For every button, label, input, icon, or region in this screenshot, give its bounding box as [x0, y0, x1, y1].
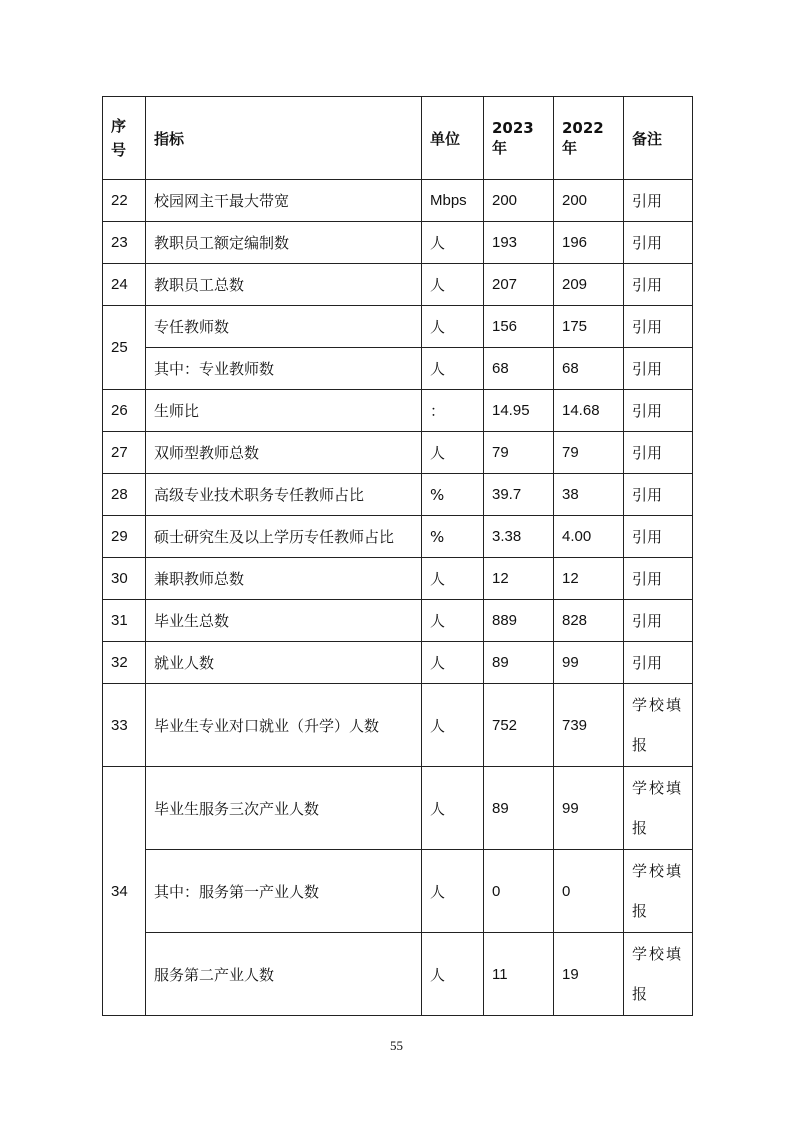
table-row — [103, 933, 693, 1016]
row-remark: 引用 — [624, 180, 693, 222]
row-indicator: 校园网主干最大带宽 — [146, 180, 422, 222]
row-remark: 引用 — [624, 600, 693, 642]
row-2023: 0 — [484, 850, 554, 933]
row-remark: 引用 — [624, 432, 693, 474]
statistics-table — [102, 96, 693, 1016]
row-unit: 人 — [422, 850, 484, 933]
row-seq: 26 — [103, 390, 146, 432]
row-2023: 68 — [484, 348, 554, 390]
table-row — [103, 850, 693, 933]
row-indicator: 服务第二产业人数 — [146, 933, 422, 1016]
row-unit: 人 — [422, 222, 484, 264]
row-seq: 27 — [103, 432, 146, 474]
row-2023: 3.38 — [484, 516, 554, 558]
row-remark: 引用 — [624, 474, 693, 516]
row-remark: 引用 — [624, 264, 693, 306]
row-seq: 23 — [103, 222, 146, 264]
row-remark: 学校填报 — [624, 933, 693, 1016]
row-seq: 28 — [103, 474, 146, 516]
row-remark: 引用 — [624, 222, 693, 264]
header-seq-label: 序号 — [111, 117, 127, 159]
row-2023: 207 — [484, 264, 554, 306]
row-2023: 89 — [484, 767, 554, 850]
row-indicator: 其中：专业教师数 — [146, 348, 422, 390]
table-row — [103, 474, 693, 516]
row-2022: 99 — [554, 642, 624, 684]
row-2022: 209 — [554, 264, 624, 306]
row-seq: 29 — [103, 516, 146, 558]
row-indicator: 就业人数 — [146, 642, 422, 684]
row-2022: 200 — [554, 180, 624, 222]
row-remark: 引用 — [624, 306, 693, 348]
row-remark: 引用 — [624, 390, 693, 432]
table-row — [103, 264, 693, 306]
row-unit: 人 — [422, 684, 484, 767]
row-remark: 引用 — [624, 516, 693, 558]
row-2022: 0 — [554, 850, 624, 933]
row-2023: 752 — [484, 684, 554, 767]
row-indicator: 高级专业技术职务专任教师占比 — [146, 474, 422, 516]
row-remark: 引用 — [624, 642, 693, 684]
row-unit: % — [422, 516, 484, 558]
row-2022: 14.68 — [554, 390, 624, 432]
row-indicator: 专任教师数 — [146, 306, 422, 348]
row-unit: % — [422, 474, 484, 516]
row-seq: 34 — [103, 767, 146, 1016]
row-remark: 学校填报 — [624, 684, 693, 767]
header-remark: 备注 — [624, 97, 693, 180]
row-indicator: 生师比 — [146, 390, 422, 432]
row-2022: 19 — [554, 933, 624, 1016]
row-2022: 196 — [554, 222, 624, 264]
table-row — [103, 432, 693, 474]
row-seq: 33 — [103, 684, 146, 767]
row-2022: 739 — [554, 684, 624, 767]
row-2023: 79 — [484, 432, 554, 474]
row-indicator: 毕业生服务三次产业人数 — [146, 767, 422, 850]
row-2023: 12 — [484, 558, 554, 600]
row-2023: 889 — [484, 600, 554, 642]
table-row — [103, 767, 693, 850]
header-seq — [103, 97, 146, 180]
row-unit: 人 — [422, 767, 484, 850]
table-row — [103, 222, 693, 264]
row-2022: 38 — [554, 474, 624, 516]
row-remark: 学校填报 — [624, 850, 693, 933]
page-number: 55 — [390, 1038, 403, 1053]
row-2023: 39.7 — [484, 474, 554, 516]
row-seq: 31 — [103, 600, 146, 642]
row-unit: 人 — [422, 642, 484, 684]
table-row — [103, 684, 693, 767]
row-unit: ： — [422, 390, 484, 432]
header-unit: 单位 — [422, 97, 484, 180]
table-row — [103, 600, 693, 642]
row-remark: 引用 — [624, 348, 693, 390]
row-2022: 99 — [554, 767, 624, 850]
row-2023: 89 — [484, 642, 554, 684]
row-indicator: 教职员工额定编制数 — [146, 222, 422, 264]
row-2023: 11 — [484, 933, 554, 1016]
table-row — [103, 180, 693, 222]
row-2022: 12 — [554, 558, 624, 600]
row-seq: 30 — [103, 558, 146, 600]
row-seq: 24 — [103, 264, 146, 306]
row-unit: 人 — [422, 933, 484, 1016]
row-2023: 193 — [484, 222, 554, 264]
header-indicator: 指标 — [146, 97, 422, 180]
row-indicator: 毕业生专业对口就业（升学）人数 — [146, 684, 422, 767]
row-unit: 人 — [422, 264, 484, 306]
row-2022: 68 — [554, 348, 624, 390]
row-2023: 14.95 — [484, 390, 554, 432]
header-2023: 2023 年 — [484, 97, 554, 180]
table-row — [103, 348, 693, 390]
table-row — [103, 306, 693, 348]
row-2022: 79 — [554, 432, 624, 474]
row-indicator: 兼职教师总数 — [146, 558, 422, 600]
row-unit: 人 — [422, 432, 484, 474]
row-indicator: 双师型教师总数 — [146, 432, 422, 474]
table-row — [103, 390, 693, 432]
row-remark: 引用 — [624, 558, 693, 600]
row-unit: 人 — [422, 600, 484, 642]
row-seq: 25 — [103, 306, 146, 390]
row-2022: 4.00 — [554, 516, 624, 558]
table-header-row — [103, 97, 693, 180]
row-seq: 22 — [103, 180, 146, 222]
header-2022: 2022 年 — [554, 97, 624, 180]
row-2022: 828 — [554, 600, 624, 642]
row-unit: Mbps — [422, 180, 484, 222]
row-seq: 32 — [103, 642, 146, 684]
row-2022: 175 — [554, 306, 624, 348]
row-remark: 学校填报 — [624, 767, 693, 850]
row-indicator: 硕士研究生及以上学历专任教师占比 — [146, 516, 422, 558]
table-row — [103, 516, 693, 558]
row-indicator: 教职员工总数 — [146, 264, 422, 306]
table-row — [103, 558, 693, 600]
row-indicator: 其中：服务第一产业人数 — [146, 850, 422, 933]
row-2023: 200 — [484, 180, 554, 222]
table-row — [103, 642, 693, 684]
row-2023: 156 — [484, 306, 554, 348]
row-unit: 人 — [422, 558, 484, 600]
row-indicator: 毕业生总数 — [146, 600, 422, 642]
row-unit: 人 — [422, 306, 484, 348]
row-unit: 人 — [422, 348, 484, 390]
